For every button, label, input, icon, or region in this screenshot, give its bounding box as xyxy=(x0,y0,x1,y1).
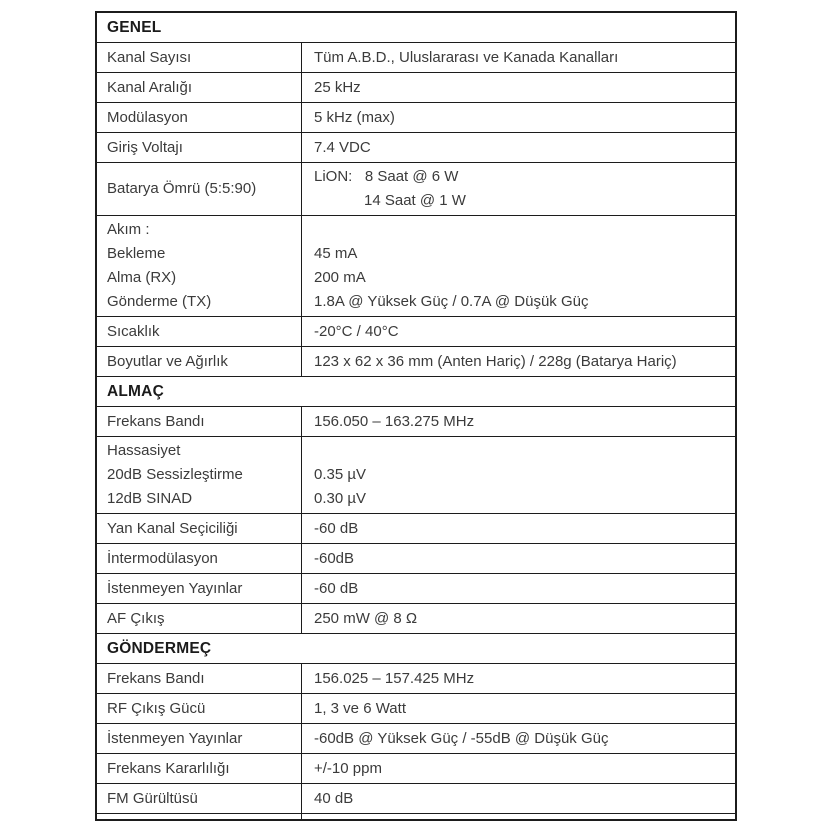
spec-value-cell xyxy=(302,664,735,693)
spec-value: 156.025 – 157.425 MHz xyxy=(314,669,475,687)
table-row xyxy=(97,73,735,103)
spec-label: Alma (RX) xyxy=(107,269,177,286)
spec-label: Yan Kanal Seçiciliği xyxy=(107,519,238,537)
spec-label: 12dB SINAD xyxy=(107,490,193,507)
spec-label: Akım : xyxy=(107,221,150,238)
table-row xyxy=(97,694,735,724)
spec-table xyxy=(95,11,737,821)
spec-label: Frekans Bandı xyxy=(107,669,205,687)
table-row xyxy=(97,664,735,694)
spec-value-cell xyxy=(302,103,735,132)
spec-label-cell xyxy=(97,694,302,723)
spec-label-cell xyxy=(97,814,302,819)
spec-label-cell xyxy=(97,216,302,316)
spec-value: 200 mA xyxy=(314,269,366,286)
spec-value-cell xyxy=(302,514,735,543)
spec-value: 7.4 VDC xyxy=(314,138,371,156)
spec-value xyxy=(314,439,727,463)
spec-value: -20°C / 40°C xyxy=(314,322,399,340)
spec-value-cell xyxy=(302,574,735,603)
table-row xyxy=(97,437,735,514)
spec-label: Modülasyon xyxy=(107,108,188,126)
spec-value: 0.35 µV xyxy=(314,466,367,483)
spec-value: 1.8A @ Yüksek Güç / 0.7A @ Düşük Güç xyxy=(314,293,589,310)
table-row xyxy=(97,544,735,574)
spec-label-cell xyxy=(97,664,302,693)
spec-label-cell xyxy=(97,347,302,376)
table-row xyxy=(97,754,735,784)
spec-label: İstenmeyen Yayınlar xyxy=(107,579,243,597)
spec-value: -60dB xyxy=(314,549,355,567)
spec-value-cell xyxy=(302,544,735,573)
spec-value-cell xyxy=(302,694,735,723)
spec-label-cell xyxy=(97,514,302,543)
spec-value: 1, 3 ve 6 Watt xyxy=(314,699,406,717)
spec-label-cell xyxy=(97,437,302,513)
spec-label-cell xyxy=(97,754,302,783)
spec-label: Gönderme (TX) xyxy=(107,293,212,310)
spec-value: 45 mA xyxy=(314,245,358,262)
spec-value-cell xyxy=(302,347,735,376)
table-row xyxy=(97,347,735,377)
spec-label-cell xyxy=(97,784,302,813)
spec-label: Kanal Aralığı xyxy=(107,78,193,96)
spec-value: 0.30 µV xyxy=(314,490,367,507)
spec-value-cell xyxy=(302,724,735,753)
spec-value-cell xyxy=(302,216,735,316)
spec-value: 5 kHz (max) xyxy=(314,108,395,126)
section-header-row xyxy=(97,634,735,664)
spec-label: Kanal Sayısı xyxy=(107,48,192,66)
spec-value-cell xyxy=(302,604,735,633)
spec-label: İntermodülasyon xyxy=(107,549,218,567)
spec-label: Boyutlar ve Ağırlık xyxy=(107,352,228,370)
spec-label-cell xyxy=(97,163,302,215)
spec-label: Hassasiyet xyxy=(107,442,181,459)
spec-label-cell xyxy=(97,73,302,102)
spec-value: 250 mW @ 8 Ω xyxy=(314,609,418,627)
spec-label: RF Çıkış Gücü xyxy=(107,699,206,717)
spec-label-cell xyxy=(97,43,302,72)
table-row xyxy=(97,574,735,604)
table-row xyxy=(97,103,735,133)
spec-value: LiON: 8 Saat @ 6 W xyxy=(314,168,459,185)
spec-value xyxy=(314,218,727,242)
spec-value-cell xyxy=(302,754,735,783)
spec-label-cell xyxy=(97,724,302,753)
table-row xyxy=(97,43,735,73)
spec-label: Frekans Bandı xyxy=(107,412,205,430)
spec-label: 20dB Sessizleştirme xyxy=(107,466,243,483)
spec-label-cell xyxy=(97,544,302,573)
spec-label-cell xyxy=(97,133,302,162)
spec-value: +/-10 ppm xyxy=(314,759,382,777)
spec-value-cell xyxy=(302,437,735,513)
table-row xyxy=(97,407,735,437)
spec-label-cell xyxy=(97,103,302,132)
spec-value-cell xyxy=(302,73,735,102)
table-row xyxy=(97,216,735,317)
spec-label-cell xyxy=(97,604,302,633)
table-row xyxy=(97,604,735,634)
table-row xyxy=(97,514,735,544)
spec-value: 156.050 – 163.275 MHz xyxy=(314,412,475,430)
spec-value-cell xyxy=(302,133,735,162)
section-title: GÖNDERMEÇ xyxy=(107,639,212,657)
spec-label-cell xyxy=(97,574,302,603)
section-title: GENEL xyxy=(107,18,162,36)
spec-label: Frekans Kararlılığı xyxy=(107,759,230,777)
section-header-row xyxy=(97,377,735,407)
section-header-row xyxy=(97,13,735,43)
spec-value: -60 dB xyxy=(314,579,359,597)
table-row xyxy=(97,784,735,814)
spec-value: Tüm A.B.D., Uluslararası ve Kanada Kanalları xyxy=(314,48,619,66)
table-row xyxy=(97,317,735,347)
spec-value-cell xyxy=(302,407,735,436)
spec-label: Sıcaklık xyxy=(107,322,160,340)
spec-label-cell xyxy=(97,317,302,346)
table-row xyxy=(97,163,735,216)
spec-value: -60 dB xyxy=(314,519,359,537)
spec-value-cell xyxy=(302,317,735,346)
spec-label: AF Çıkış xyxy=(107,609,165,627)
spec-value: 14 Saat @ 1 W xyxy=(314,192,466,209)
empty-stub-row xyxy=(97,814,735,819)
spec-label: İstenmeyen Yayınlar xyxy=(107,729,243,747)
spec-value-cell xyxy=(302,814,735,819)
spec-label: FM Gürültüsü xyxy=(107,789,198,807)
spec-value-cell xyxy=(302,43,735,72)
spec-label: Bekleme xyxy=(107,245,166,262)
spec-value-cell xyxy=(302,163,735,215)
section-title: ALMAÇ xyxy=(107,382,164,400)
spec-label: Giriş Voltajı xyxy=(107,138,183,156)
table-row xyxy=(97,724,735,754)
table-row xyxy=(97,133,735,163)
spec-value: 40 dB xyxy=(314,789,354,807)
spec-value-cell xyxy=(302,784,735,813)
spec-value: -60dB @ Yüksek Güç / -55dB @ Düşük Güç xyxy=(314,729,609,747)
spec-label-cell xyxy=(97,407,302,436)
spec-value: 25 kHz xyxy=(314,78,361,96)
spec-label: Batarya Ömrü (5:5:90) xyxy=(107,180,257,197)
spec-value: 123 x 62 x 36 mm (Anten Hariç) / 228g (Batarya Hariç) xyxy=(314,352,677,370)
